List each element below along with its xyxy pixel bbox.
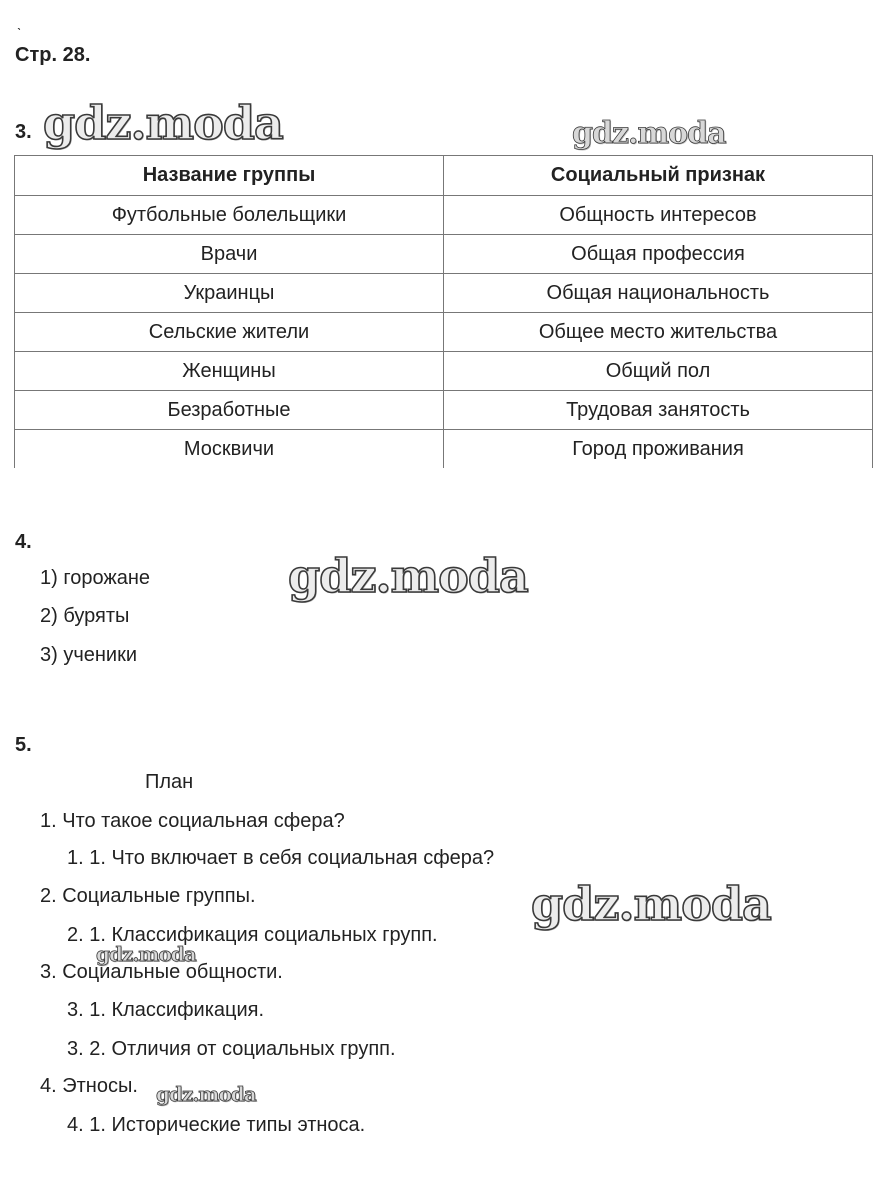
social-feature-cell: Общность интересов — [444, 196, 873, 235]
list-item: 2) буряты — [40, 605, 130, 627]
social-feature-cell: Трудовая занятость — [444, 391, 873, 430]
table-header-row — [15, 156, 873, 196]
plan-line: 1. Что такое социальная сфера? — [40, 810, 345, 832]
group-name-cell: Сельские жители — [15, 313, 444, 352]
group-name-cell: Украинцы — [15, 274, 444, 313]
group-name-cell: Безработные — [15, 391, 444, 430]
group-name-cell: Футбольные болельщики — [15, 196, 444, 235]
header-social-feature: Социальный признак — [444, 156, 873, 196]
header-group-name: Название группы — [15, 156, 444, 196]
table-row — [15, 391, 873, 430]
task-5-number: 5. — [15, 734, 32, 756]
plan-subline: 3. 2. Отличия от социальных групп. — [67, 1038, 396, 1060]
plan-title: План — [145, 771, 194, 793]
plan-subline: 2. 1. Классификация социальных групп. — [67, 924, 438, 946]
list-item: 1) горожане — [40, 567, 151, 589]
social-feature-cell: Город проживания — [444, 430, 873, 469]
table-row — [15, 352, 873, 391]
watermark: gdz.moda — [572, 116, 726, 151]
social-feature-cell: Общее место жительства — [444, 313, 873, 352]
corner-mark: ˎ — [17, 14, 22, 30]
page-reference: Стр. 28. — [15, 44, 91, 66]
social-feature-cell: Общий пол — [444, 352, 873, 391]
social-feature-cell: Общая национальность — [444, 274, 873, 313]
plan-subline: 1. 1. Что включает в себя социальная сфера? — [67, 847, 495, 869]
table-row — [15, 274, 873, 313]
plan-line: 3. Социальные общности. — [40, 961, 283, 983]
social-feature-cell: Общая профессия — [444, 235, 873, 274]
list-item: 3) ученики — [40, 644, 138, 666]
plan-line: 2. Социальные группы. — [40, 885, 256, 907]
watermark: gdz.moda — [96, 942, 196, 966]
watermark: gdz.moda — [43, 96, 283, 150]
task-4-number: 4. — [15, 531, 32, 553]
groups-table — [14, 155, 873, 468]
group-name-cell: Москвичи — [15, 430, 444, 469]
watermark: gdz.moda — [156, 1082, 256, 1106]
plan-subline: 3. 1. Классификация. — [67, 999, 265, 1021]
group-name-cell: Врачи — [15, 235, 444, 274]
plan-subline: 4. 1. Исторические типы этноса. — [67, 1114, 366, 1136]
table-row — [15, 430, 873, 469]
table-row — [15, 235, 873, 274]
watermark: gdz.moda — [531, 877, 771, 931]
table-row — [15, 313, 873, 352]
task-3-number: 3. — [15, 121, 32, 143]
plan-line: 4. Этносы. — [40, 1075, 138, 1097]
table-row — [15, 196, 873, 235]
group-name-cell: Женщины — [15, 352, 444, 391]
watermark: gdz.moda — [288, 549, 528, 603]
